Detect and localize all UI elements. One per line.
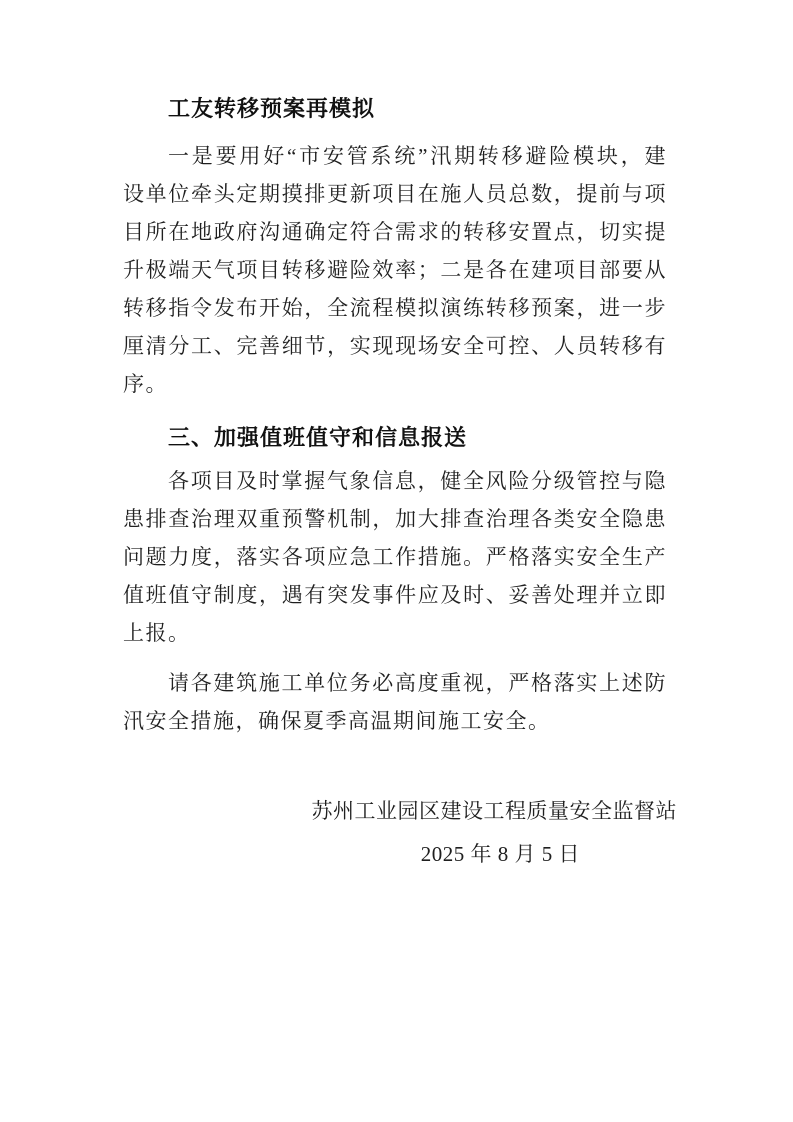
text-line: 请各建筑施工单位务必高度重视，严格落实上述防 [168,671,667,695]
text-line: 问题力度，落实各项应急工作措施。严格落实安全生产 [123,545,667,569]
subsection-heading: 工友转移预案再模拟 [168,96,376,121]
section-heading: 三、加强值班值守和信息报送 [168,425,468,450]
document-content [123,90,677,873]
text-line: 各项目及时掌握气象信息，健全风险分级管控与隐 [168,469,667,493]
text-line: 一是要用好“市安管系统”汛期转移避险模块，建 [168,144,667,168]
text-line: 值班值守制度，遇有突发事件应及时、妥善处理并立即 [123,583,667,607]
text-line: 序。 [123,372,168,396]
issue-date: 2025 年 8 月 5 日 [420,842,580,866]
paragraph-closing [123,664,667,740]
paragraph-transfer-plan [123,137,667,403]
text-line: 升极端天气项目转移避险效率；二是各在建项目部要从 [123,258,667,282]
text-line: 转移指令发布开始，全流程模拟演练转移预案，进一步 [123,296,667,320]
text-line: 厘清分工、完善细节，实现现场安全可控、人员转移有 [123,334,667,358]
text-line: 上报。 [123,621,191,645]
text-line: 设单位牵头定期摸排更新项目在施人员总数，提前与项 [123,182,667,206]
paragraph-duty-info [123,462,667,652]
issuer-signature: 苏州工业园区建设工程质量安全监督站 [311,799,677,823]
text-line: 汛安全措施，确保夏季高温期间施工安全。 [123,709,551,733]
text-line: 患排查治理双重预警机制，加大排查治理各类安全隐患 [123,507,667,531]
text-line: 目所在地政府沟通确定符合需求的转移安置点，切实提 [123,220,667,244]
